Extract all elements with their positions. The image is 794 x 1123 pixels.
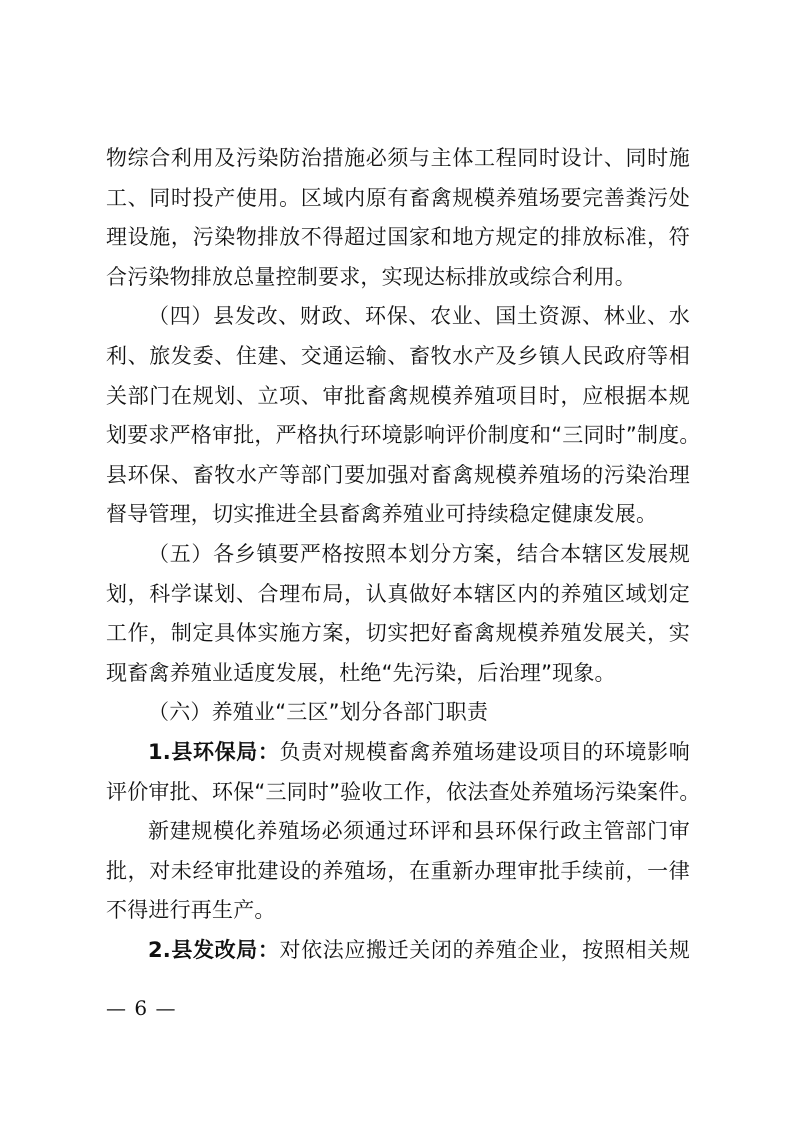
department-lead: 2.县发改局： xyxy=(148,937,280,962)
text-line: 关部门在规划、立项、审批畜禽规模养殖项目时，应根据本规 xyxy=(106,383,690,408)
paragraph-county-development-bureau xyxy=(106,931,690,971)
text-line: 县环保、畜牧水产等部门要加强对畜禽规模养殖场的污染治理 xyxy=(106,462,690,487)
department-lead: 1.县环保局： xyxy=(148,739,280,764)
text-line xyxy=(106,733,690,773)
text-line: （六）养殖业“三区”划分各部门职责 xyxy=(148,700,489,725)
text-line: 物综合利用及污染防治措施必须与主体工程同时设计、同时施 xyxy=(106,146,690,170)
text-line: 评价审批、环保“三同时”验收工作，依法查处养殖场污染案件。 xyxy=(106,779,701,804)
text-line: 工、同时投产使用。区域内原有畜禽规模养殖场要完善粪污处 xyxy=(106,185,690,210)
paragraph-item-4 xyxy=(106,297,701,535)
text-line: 划，科学谋划、合理布局，认真做好本辖区内的养殖区域划定 xyxy=(106,581,690,606)
text-line: 批，对未经审批建设的养殖场，在重新办理审批手续前，一律 xyxy=(106,858,690,883)
text-line: 理设施，污染物排放不得超过国家和地方规定的排放标准，符 xyxy=(106,225,690,250)
text-line: 不得进行再生产。 xyxy=(106,898,276,923)
text-line-content: 对依法应搬迁关闭的养殖企业，按照相关规 xyxy=(279,937,690,962)
document-body xyxy=(106,139,701,970)
text-line: 合污染物排放总量控制要求，实现达标排放或综合利用。 xyxy=(106,264,636,289)
text-line: 现畜禽养殖业适度发展，杜绝“先污染，后治理”现象。 xyxy=(106,660,616,685)
page-number: — 6 — xyxy=(106,996,177,1020)
section-heading-item-6 xyxy=(106,693,690,733)
text-line: 督导管理，切实推进全县畜禽养殖业可持续稳定健康发展。 xyxy=(106,502,658,527)
text-line: 新建规模化养殖场必须通过环评和县环保行政主管部门审 xyxy=(148,819,690,844)
text-line: 利、旅发委、住建、交通运输、畜牧水产及乡镇人民政府等相 xyxy=(106,343,690,368)
text-line: （五）各乡镇要严格按照本划分方案，结合本辖区发展规 xyxy=(148,541,690,566)
paragraph-continuation xyxy=(106,139,690,297)
text-line xyxy=(106,931,690,971)
text-line: 划要求严格审批，严格执行环境影响评价制度和“三同时”制度。 xyxy=(106,423,701,448)
text-line: 工作，制定具体实施方案，切实把好畜禽规模养殖发展关，实 xyxy=(106,621,690,646)
text-line-content: 负责对规模畜禽养殖场建设项目的环境影响 xyxy=(279,739,690,764)
paragraph-item-5 xyxy=(106,535,690,693)
paragraph-new-farm-approval xyxy=(106,812,690,931)
text-line: （四）县发改、财政、环保、农业、国土资源、林业、水 xyxy=(148,304,690,329)
paragraph-county-environmental-bureau xyxy=(106,733,701,812)
